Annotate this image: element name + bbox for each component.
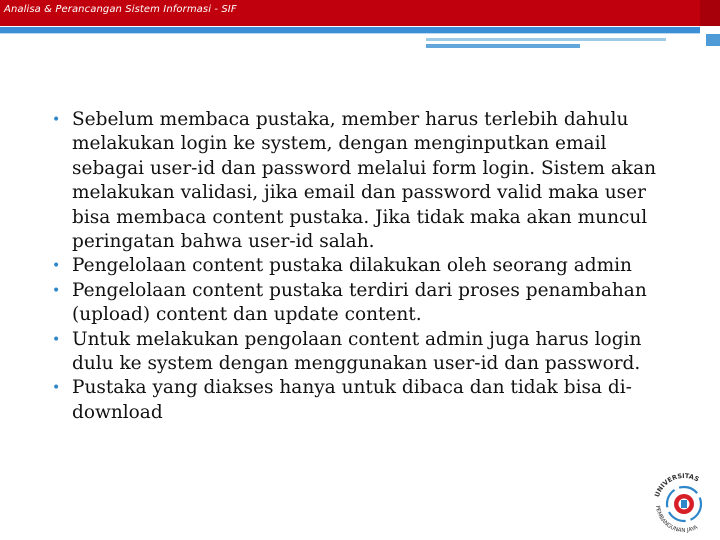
bullet-icon: • (52, 331, 61, 348)
bullet-text: Pustaka yang diakses hanya untuk dibaca dan tidak bisa di-download (72, 377, 632, 423)
bullet-item (52, 279, 682, 328)
accent-stripe-right (706, 34, 720, 46)
bullet-text: Pengelolaan content pustaka dilakukan oleh seorang admin (72, 255, 632, 277)
logo-text-top: UNIVERSITAS (653, 471, 701, 499)
bullet-icon: • (52, 380, 61, 397)
bullet-list (52, 108, 682, 425)
accent-stripe-light (426, 38, 666, 41)
bullet-item (52, 376, 682, 425)
bullet-text: Untuk melakukan pengolaan content admin juga harus login dulu ke system dengan menggunakan user-id dan password. (72, 328, 642, 375)
header-corner-tab (700, 0, 720, 26)
bullet-item (52, 254, 682, 278)
header-title: Analisa & Perancangan Sistem Informasi - SIF (4, 4, 237, 15)
bullet-item (52, 328, 682, 377)
bullet-icon: • (52, 282, 61, 299)
university-logo (648, 464, 720, 540)
accent-stripe-blue (426, 44, 580, 48)
bullet-icon: • (52, 112, 61, 128)
header-stripe-light (0, 33, 700, 34)
svg-text:UNIVERSITAS (653, 472, 701, 498)
logo-text-bottom: PEMBANGUNAN JAYA (654, 505, 699, 535)
bullet-item (52, 108, 682, 254)
header-bar (0, 0, 700, 26)
bullet-text: Pengelolaan content pustaka terdiri dari proses penambahan (upload) content dan update content. (72, 279, 647, 326)
bullet-icon: • (52, 258, 61, 275)
bullet-text: Sebelum membaca pustaka, member harus terlebih dahulu melakukan login ke system, dengan menginputkan email sebagai user-id dan password melalui form login. Sistem akan melakukan validasi, jika email dan password valid maka user bisa membaca content pustaka. Jika tidak maka akan muncul peringatan bahwa user-id salah. (72, 109, 657, 253)
